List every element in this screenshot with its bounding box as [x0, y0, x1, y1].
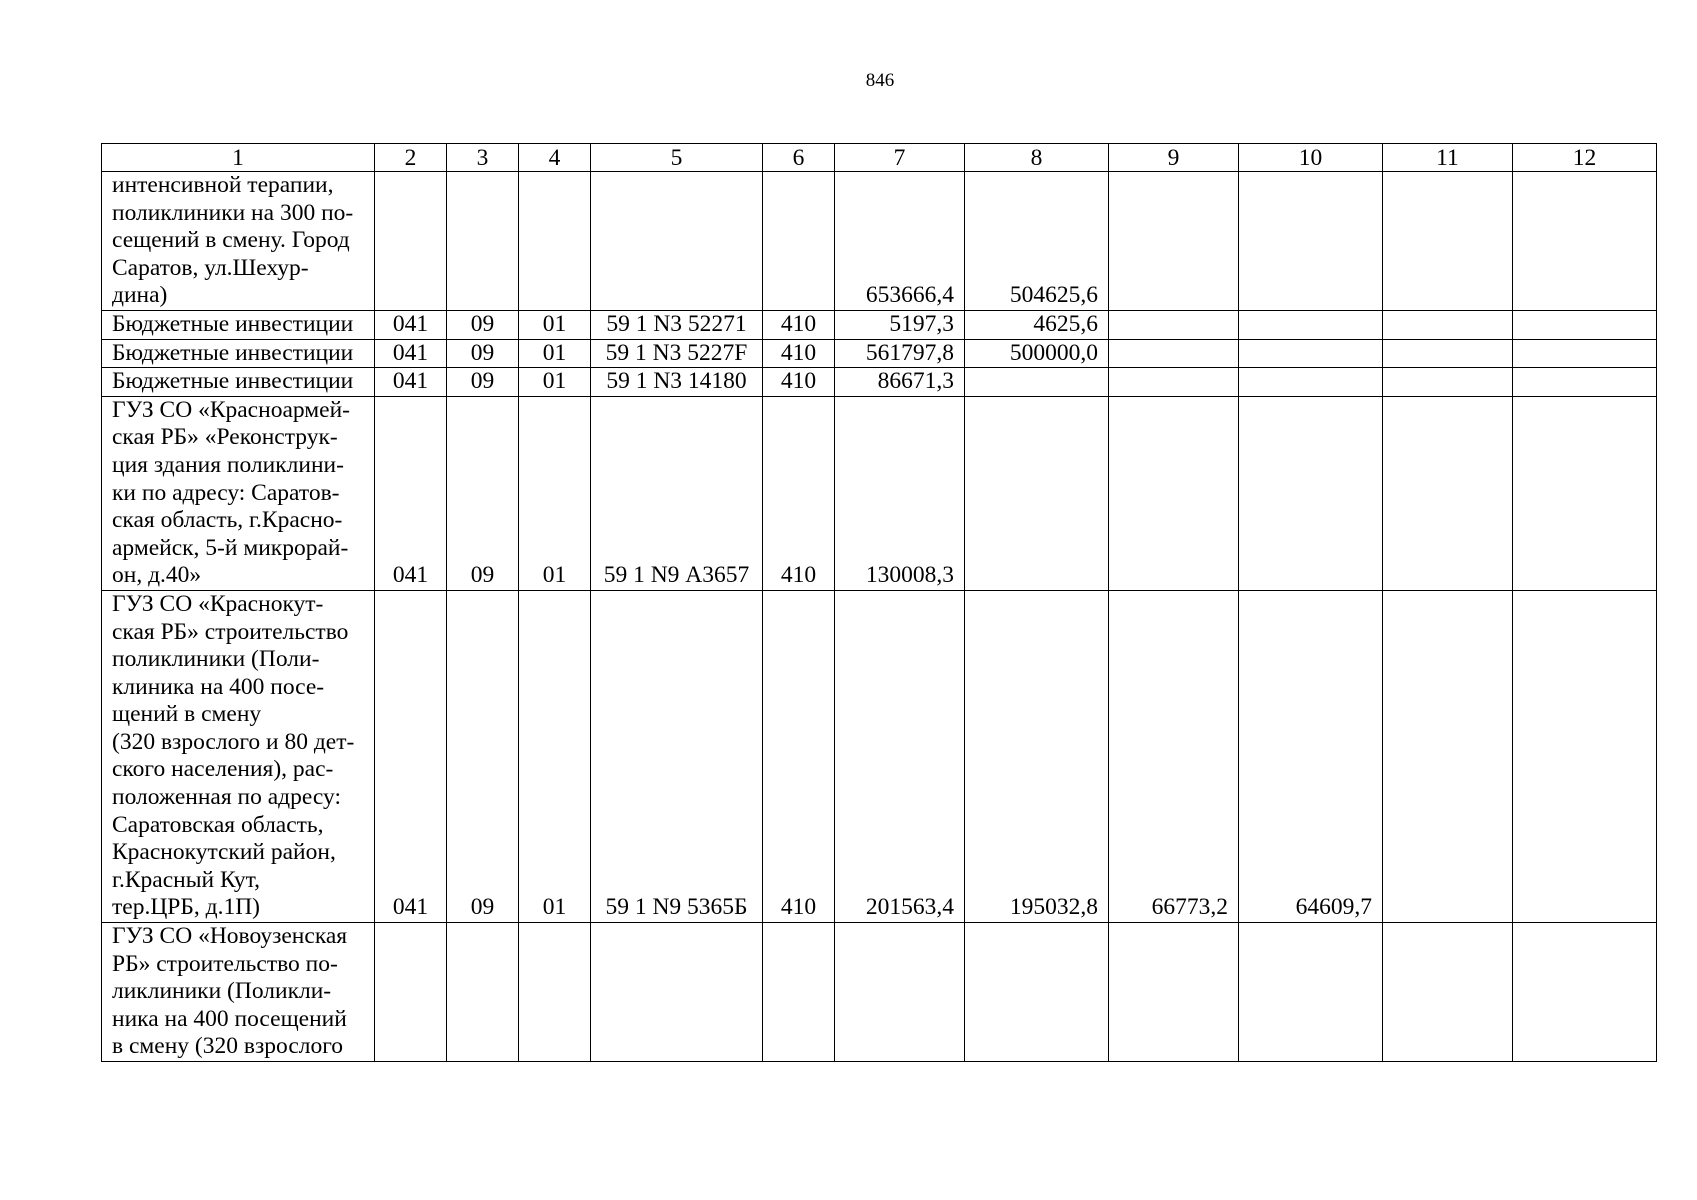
cell-col-11 [1383, 310, 1513, 339]
description-line: армейск, 5-й микрорай- [112, 534, 349, 561]
table-row [102, 923, 1657, 1062]
table-row [102, 368, 1657, 397]
description-line: в смену (320 взрослого [112, 1033, 344, 1060]
cell-col-5 [591, 172, 763, 311]
description-line: Саратов, ул.Шехур- [112, 254, 309, 281]
description-line: Бюджетные инвестиции [112, 339, 354, 366]
cell-col-5: 59 1 N3 14180 [591, 368, 763, 397]
description-line: ская область, г.Красно- [112, 507, 343, 534]
cell-col-6 [763, 923, 835, 1062]
description-line: клиника на 400 посе- [112, 673, 325, 700]
cell-col-11 [1383, 396, 1513, 590]
cell-col-10 [1239, 368, 1383, 397]
cell-col-6: 410 [763, 396, 835, 590]
cell-col-3: 09 [447, 590, 519, 922]
cell-col-8: 500000,0 [965, 339, 1109, 368]
cell-col-3 [447, 172, 519, 311]
cell-col-7 [835, 923, 965, 1062]
description-line: ская РБ» строительство [112, 618, 349, 645]
cell-col-2: 041 [375, 396, 447, 590]
description-line: ника на 400 посещений [112, 1005, 347, 1032]
description-line: поликлиники (Поли- [112, 646, 320, 673]
description-line: ГУЗ СО «Новоузенская [112, 923, 348, 950]
cell-col-7: 653666,4 [835, 172, 965, 311]
cell-col-5: 59 1 N3 52271 [591, 310, 763, 339]
cell-col-10 [1239, 310, 1383, 339]
description-line: интенсивной терапии, [112, 172, 334, 198]
cell-col-11 [1383, 368, 1513, 397]
column-header: 4 [519, 144, 591, 172]
description-line: ция здания поликлини- [112, 451, 344, 478]
description-line: сещений в смену. Город [112, 227, 350, 254]
cell-col-7: 5197,3 [835, 310, 965, 339]
cell-col-3: 09 [447, 339, 519, 368]
cell-col-7: 130008,3 [835, 396, 965, 590]
description-line: ки по адресу: Саратов- [112, 479, 340, 506]
cell-col-2: 041 [375, 339, 447, 368]
description-line: Краснокутский район, [112, 839, 336, 866]
cell-col-8 [965, 396, 1109, 590]
description-line: ГУЗ СО «Краснокут- [112, 590, 324, 617]
row-description [102, 923, 375, 1062]
row-description [102, 396, 375, 590]
column-header: 12 [1513, 144, 1657, 172]
cell-col-3: 09 [447, 368, 519, 397]
cell-col-10 [1239, 172, 1383, 311]
cell-col-6 [763, 172, 835, 311]
column-header: 10 [1239, 144, 1383, 172]
cell-col-11 [1383, 172, 1513, 311]
cell-col-12 [1513, 923, 1657, 1062]
row-description [102, 310, 375, 339]
cell-col-9 [1109, 396, 1239, 590]
cell-col-5 [591, 923, 763, 1062]
cell-col-9 [1109, 172, 1239, 311]
cell-col-6: 410 [763, 339, 835, 368]
column-header: 11 [1383, 144, 1513, 172]
table-row [102, 310, 1657, 339]
cell-col-9 [1109, 368, 1239, 397]
description-line: Саратовская область, [112, 811, 324, 838]
cell-col-10 [1239, 396, 1383, 590]
table-row [102, 172, 1657, 311]
row-description [102, 172, 375, 311]
cell-col-5: 59 1 N9 5365Б [591, 590, 763, 922]
column-header: 2 [375, 144, 447, 172]
column-header: 3 [447, 144, 519, 172]
cell-col-11 [1383, 590, 1513, 922]
cell-col-4: 01 [519, 368, 591, 397]
cell-col-4: 01 [519, 396, 591, 590]
cell-col-7: 201563,4 [835, 590, 965, 922]
cell-col-6: 410 [763, 310, 835, 339]
cell-col-2 [375, 923, 447, 1062]
table-row [102, 339, 1657, 368]
description-line: он, д.40» [112, 562, 202, 589]
cell-col-4: 01 [519, 310, 591, 339]
cell-col-11 [1383, 923, 1513, 1062]
cell-col-3: 09 [447, 396, 519, 590]
cell-col-6: 410 [763, 368, 835, 397]
cell-col-5: 59 1 N9 А3657 [591, 396, 763, 590]
header-row [102, 144, 1657, 172]
description-line: тер.ЦРБ, д.1П) [112, 894, 260, 921]
cell-col-2: 041 [375, 590, 447, 922]
cell-col-4 [519, 923, 591, 1062]
cell-col-9 [1109, 923, 1239, 1062]
description-line: ская РБ» «Реконструк- [112, 424, 338, 451]
column-header: 7 [835, 144, 965, 172]
cell-col-5: 59 1 N3 5227F [591, 339, 763, 368]
table-row [102, 396, 1657, 590]
cell-col-8: 4625,6 [965, 310, 1109, 339]
cell-col-8 [965, 368, 1109, 397]
description-line: ГУЗ СО «Красноармей- [112, 396, 350, 423]
description-line: Бюджетные инвестиции [112, 310, 354, 337]
cell-col-10 [1239, 923, 1383, 1062]
description-line: Бюджетные инвестиции [112, 368, 354, 395]
description-line: ликлиники (Поликли- [112, 978, 332, 1005]
cell-col-6: 410 [763, 590, 835, 922]
cell-col-8: 504625,6 [965, 172, 1109, 311]
cell-col-9: 66773,2 [1109, 590, 1239, 922]
description-line: ского населения), рас- [112, 756, 334, 783]
description-line: г.Красный Кут, [112, 866, 260, 893]
cell-col-4 [519, 172, 591, 311]
cell-col-10: 64609,7 [1239, 590, 1383, 922]
cell-col-12 [1513, 339, 1657, 368]
cell-col-4: 01 [519, 339, 591, 368]
column-header: 8 [965, 144, 1109, 172]
cell-col-2: 041 [375, 368, 447, 397]
cell-col-8 [965, 923, 1109, 1062]
cell-col-12 [1513, 396, 1657, 590]
row-description [102, 368, 375, 397]
cell-col-12 [1513, 368, 1657, 397]
cell-col-10 [1239, 339, 1383, 368]
description-line: поликлиники на 300 по- [112, 199, 354, 226]
cell-col-2 [375, 172, 447, 311]
cell-col-7: 86671,3 [835, 368, 965, 397]
description-line: щений в смену [112, 701, 262, 728]
column-header: 9 [1109, 144, 1239, 172]
cell-col-3: 09 [447, 310, 519, 339]
description-line: дина) [112, 282, 168, 309]
column-header: 1 [102, 144, 375, 172]
column-header: 5 [591, 144, 763, 172]
page-number: 846 [865, 70, 895, 91]
cell-col-12 [1513, 590, 1657, 922]
cell-col-9 [1109, 339, 1239, 368]
cell-col-3 [447, 923, 519, 1062]
cell-col-2: 041 [375, 310, 447, 339]
table-row [102, 590, 1657, 922]
cell-col-7: 561797,8 [835, 339, 965, 368]
cell-col-12 [1513, 172, 1657, 311]
cell-col-8: 195032,8 [965, 590, 1109, 922]
cell-col-12 [1513, 310, 1657, 339]
description-line: РБ» строительство по- [112, 950, 338, 977]
budget-table [101, 143, 1657, 1062]
column-header: 6 [763, 144, 835, 172]
cell-col-9 [1109, 310, 1239, 339]
row-description [102, 590, 375, 922]
row-description [102, 339, 375, 368]
cell-col-4: 01 [519, 590, 591, 922]
description-line: положенная по адресу: [112, 784, 341, 811]
description-line: (320 взрослого и 80 дет- [112, 728, 355, 755]
cell-col-11 [1383, 339, 1513, 368]
